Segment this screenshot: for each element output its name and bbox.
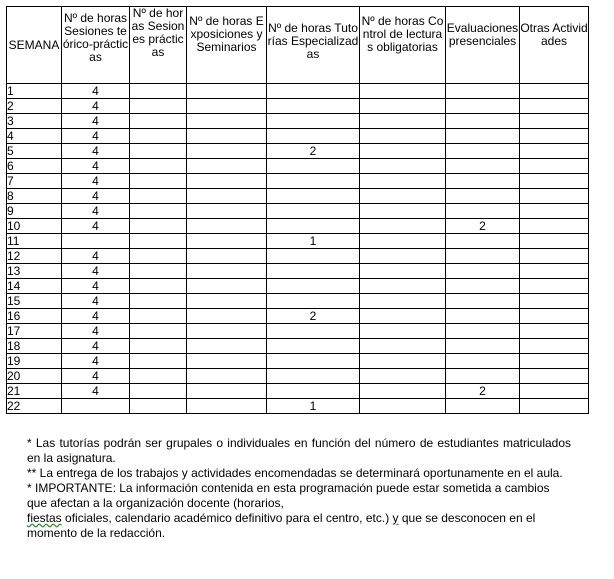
hours-cell — [130, 354, 187, 369]
hours-cell — [446, 339, 520, 354]
hours-cell: 4 — [62, 249, 130, 264]
hours-cell: 4 — [62, 309, 130, 324]
hours-cell — [62, 399, 130, 414]
footnote-importante — [27, 481, 571, 541]
hours-cell: 1 — [267, 234, 360, 249]
hours-cell — [267, 279, 360, 294]
week-number-cell: 1 — [7, 84, 62, 99]
table-row — [7, 159, 589, 174]
hours-cell — [446, 234, 520, 249]
hours-cell: 4 — [62, 84, 130, 99]
hours-cell — [520, 99, 589, 114]
hours-cell — [267, 204, 360, 219]
hours-cell — [360, 204, 446, 219]
hours-cell — [360, 219, 446, 234]
hours-cell — [520, 129, 589, 144]
table-row — [7, 219, 589, 234]
hours-cell — [267, 264, 360, 279]
week-number-cell: 19 — [7, 354, 62, 369]
hours-cell — [267, 384, 360, 399]
hours-cell — [130, 279, 187, 294]
header-seminar-hours: Nº de horas Exposiciones y Seminarios — [187, 7, 267, 84]
hours-cell — [360, 399, 446, 414]
hours-cell: 1 — [267, 399, 360, 414]
hours-cell — [187, 309, 267, 324]
hours-cell — [130, 249, 187, 264]
hours-cell — [360, 339, 446, 354]
hours-cell — [520, 369, 589, 384]
hours-cell — [187, 114, 267, 129]
week-number-cell: 11 — [7, 234, 62, 249]
hours-cell — [520, 279, 589, 294]
hours-cell — [187, 399, 267, 414]
hours-cell — [446, 144, 520, 159]
hours-cell — [360, 174, 446, 189]
hours-cell: 4 — [62, 264, 130, 279]
hours-cell — [520, 324, 589, 339]
week-number-cell: 8 — [7, 189, 62, 204]
hours-cell — [130, 99, 187, 114]
hours-cell: 2 — [446, 384, 520, 399]
table-row — [7, 114, 589, 129]
hours-cell — [520, 264, 589, 279]
week-number-cell: 9 — [7, 204, 62, 219]
hours-cell — [267, 189, 360, 204]
hours-cell: 4 — [62, 174, 130, 189]
table-row — [7, 264, 589, 279]
spellcheck-word-fiestas: fiestas — [27, 511, 62, 525]
header-other-activities: Otras Actividades — [520, 7, 589, 84]
hours-cell — [360, 129, 446, 144]
table-row — [7, 279, 589, 294]
table-row — [7, 249, 589, 264]
header-readings-hours: Nº de horas Control de lecturas obligatorias — [360, 7, 446, 84]
hours-cell — [446, 204, 520, 219]
footnote-importante-line1: * IMPORTANTE: La información contenida en esta programación puede estar sometida a cambios que afectan a la organización docente (horarios, — [27, 481, 550, 510]
week-number-cell: 5 — [7, 144, 62, 159]
hours-cell — [130, 129, 187, 144]
table-row — [7, 144, 589, 159]
week-number-cell: 20 — [7, 369, 62, 384]
hours-cell — [360, 309, 446, 324]
table-row — [7, 354, 589, 369]
hours-cell — [130, 399, 187, 414]
hours-cell — [187, 159, 267, 174]
hours-cell: 4 — [62, 99, 130, 114]
hours-cell — [62, 234, 130, 249]
hours-cell — [520, 309, 589, 324]
hours-cell — [446, 189, 520, 204]
hours-cell: 4 — [62, 324, 130, 339]
hours-cell — [360, 99, 446, 114]
hours-cell — [446, 399, 520, 414]
hours-cell — [130, 234, 187, 249]
hours-cell: 2 — [446, 219, 520, 234]
hours-cell: 4 — [62, 354, 130, 369]
hours-cell — [187, 279, 267, 294]
hours-cell — [520, 294, 589, 309]
hours-cell — [360, 144, 446, 159]
hours-cell — [187, 264, 267, 279]
hours-cell — [187, 204, 267, 219]
week-number-cell: 18 — [7, 339, 62, 354]
table-row — [7, 189, 589, 204]
hours-cell — [130, 324, 187, 339]
hours-cell — [187, 354, 267, 369]
footnote-importante-end: que se desconocen en el momento de la redacción. — [27, 511, 536, 540]
table-row — [7, 84, 589, 99]
hours-cell — [130, 369, 187, 384]
hours-cell — [360, 324, 446, 339]
hours-cell — [130, 219, 187, 234]
week-number-cell: 13 — [7, 264, 62, 279]
week-number-cell: 4 — [7, 129, 62, 144]
hours-cell: 4 — [62, 144, 130, 159]
hours-cell — [360, 264, 446, 279]
hours-cell — [446, 129, 520, 144]
spellcheck-word-y: y — [392, 511, 399, 525]
hours-cell — [130, 384, 187, 399]
hours-cell — [446, 264, 520, 279]
hours-cell — [520, 219, 589, 234]
hours-cell — [187, 324, 267, 339]
week-number-cell: 12 — [7, 249, 62, 264]
hours-cell — [187, 294, 267, 309]
hours-cell — [130, 294, 187, 309]
footnote-importante-mid: oficiales, calendario académico definitivo para el centro, etc.) — [61, 511, 393, 525]
hours-cell — [446, 369, 520, 384]
hours-cell: 4 — [62, 369, 130, 384]
table-row — [7, 294, 589, 309]
hours-cell: 4 — [62, 219, 130, 234]
footnote-tutorias: * Las tutorías podrán ser grupales o individuales en función del número de estudiantes matriculados en la asignatura. — [27, 436, 571, 465]
hours-cell — [520, 189, 589, 204]
hours-cell: 4 — [62, 159, 130, 174]
hours-cell — [187, 174, 267, 189]
hours-cell — [520, 249, 589, 264]
hours-cell — [187, 189, 267, 204]
hours-cell — [360, 234, 446, 249]
hours-cell — [520, 399, 589, 414]
hours-cell — [267, 174, 360, 189]
hours-cell — [360, 189, 446, 204]
table-row — [7, 204, 589, 219]
week-number-cell: 7 — [7, 174, 62, 189]
hours-cell — [446, 84, 520, 99]
hours-cell — [446, 174, 520, 189]
hours-cell — [446, 159, 520, 174]
table-row — [7, 384, 589, 399]
hours-cell — [267, 339, 360, 354]
hours-cell: 4 — [62, 204, 130, 219]
table-header-row — [7, 7, 589, 84]
week-number-cell: 14 — [7, 279, 62, 294]
hours-cell: 4 — [62, 384, 130, 399]
hours-cell — [267, 249, 360, 264]
week-number-cell: 17 — [7, 324, 62, 339]
hours-cell — [446, 309, 520, 324]
header-tutoring-hours: Nº de horas Tutorías Especializadas — [267, 7, 360, 84]
hours-cell: 4 — [62, 294, 130, 309]
hours-cell — [267, 219, 360, 234]
hours-cell — [130, 309, 187, 324]
hours-cell — [520, 204, 589, 219]
hours-cell — [267, 324, 360, 339]
table-row — [7, 234, 589, 249]
hours-cell — [446, 279, 520, 294]
week-number-cell: 21 — [7, 384, 62, 399]
week-number-cell: 22 — [7, 399, 62, 414]
week-number-cell: 6 — [7, 159, 62, 174]
hours-cell — [130, 174, 187, 189]
hours-cell — [446, 294, 520, 309]
hours-cell: 2 — [267, 144, 360, 159]
header-evaluations: Evaluaciones presenciales — [446, 7, 520, 84]
footnote-entrega: ** La entrega de los trabajos y actividades encomendadas se determinará oportunamente en el aula. — [27, 466, 563, 480]
hours-cell — [187, 84, 267, 99]
hours-cell — [187, 129, 267, 144]
hours-cell — [267, 159, 360, 174]
hours-cell — [360, 369, 446, 384]
footnotes — [27, 436, 571, 541]
hours-cell: 4 — [62, 114, 130, 129]
table-row — [7, 339, 589, 354]
hours-cell — [187, 339, 267, 354]
hours-cell — [267, 129, 360, 144]
hours-cell — [446, 354, 520, 369]
hours-cell — [267, 354, 360, 369]
hours-cell — [130, 144, 187, 159]
hours-cell — [360, 354, 446, 369]
hours-cell — [187, 234, 267, 249]
hours-cell — [520, 84, 589, 99]
hours-cell — [267, 84, 360, 99]
hours-cell: 4 — [62, 339, 130, 354]
hours-cell — [130, 84, 187, 99]
table-row — [7, 369, 589, 384]
hours-cell — [187, 384, 267, 399]
header-theory-practice-hours: Nº de horas Sesiones teórico-prácticas — [62, 7, 130, 84]
hours-cell: 4 — [62, 189, 130, 204]
hours-cell — [360, 84, 446, 99]
hours-cell — [187, 99, 267, 114]
table-row — [7, 324, 589, 339]
week-number-cell: 16 — [7, 309, 62, 324]
hours-cell — [187, 369, 267, 384]
hours-cell — [520, 384, 589, 399]
hours-cell: 4 — [62, 129, 130, 144]
hours-cell — [187, 144, 267, 159]
week-number-cell: 10 — [7, 219, 62, 234]
hours-cell — [130, 204, 187, 219]
week-number-cell: 2 — [7, 99, 62, 114]
hours-cell — [446, 249, 520, 264]
hours-cell — [520, 159, 589, 174]
hours-cell — [130, 159, 187, 174]
week-number-cell: 15 — [7, 294, 62, 309]
hours-cell — [520, 339, 589, 354]
hours-cell: 2 — [267, 309, 360, 324]
hours-cell — [520, 354, 589, 369]
hours-cell — [267, 114, 360, 129]
week-number-cell: 3 — [7, 114, 62, 129]
hours-cell — [130, 339, 187, 354]
hours-cell — [130, 189, 187, 204]
table-row — [7, 99, 589, 114]
hours-cell — [446, 99, 520, 114]
hours-cell — [446, 114, 520, 129]
hours-cell — [187, 249, 267, 264]
hours-cell — [360, 294, 446, 309]
hours-cell — [520, 174, 589, 189]
hours-cell — [267, 99, 360, 114]
hours-cell — [360, 279, 446, 294]
hours-cell — [130, 264, 187, 279]
table-row — [7, 129, 589, 144]
schedule-body — [7, 84, 589, 414]
hours-cell — [520, 144, 589, 159]
hours-cell — [360, 249, 446, 264]
hours-cell — [520, 234, 589, 249]
hours-cell — [520, 114, 589, 129]
hours-cell — [360, 159, 446, 174]
hours-cell — [446, 324, 520, 339]
hours-cell — [187, 219, 267, 234]
hours-cell — [267, 294, 360, 309]
hours-cell: 4 — [62, 279, 130, 294]
header-semana: SEMANA — [7, 7, 62, 84]
table-row — [7, 174, 589, 189]
hours-cell — [360, 384, 446, 399]
weekly-schedule-table — [6, 6, 589, 414]
hours-cell — [360, 114, 446, 129]
hours-cell — [267, 369, 360, 384]
table-row — [7, 309, 589, 324]
header-practice-hours: Nº de horas Sesiones prácticas — [130, 7, 187, 84]
hours-cell — [130, 114, 187, 129]
table-row — [7, 399, 589, 414]
